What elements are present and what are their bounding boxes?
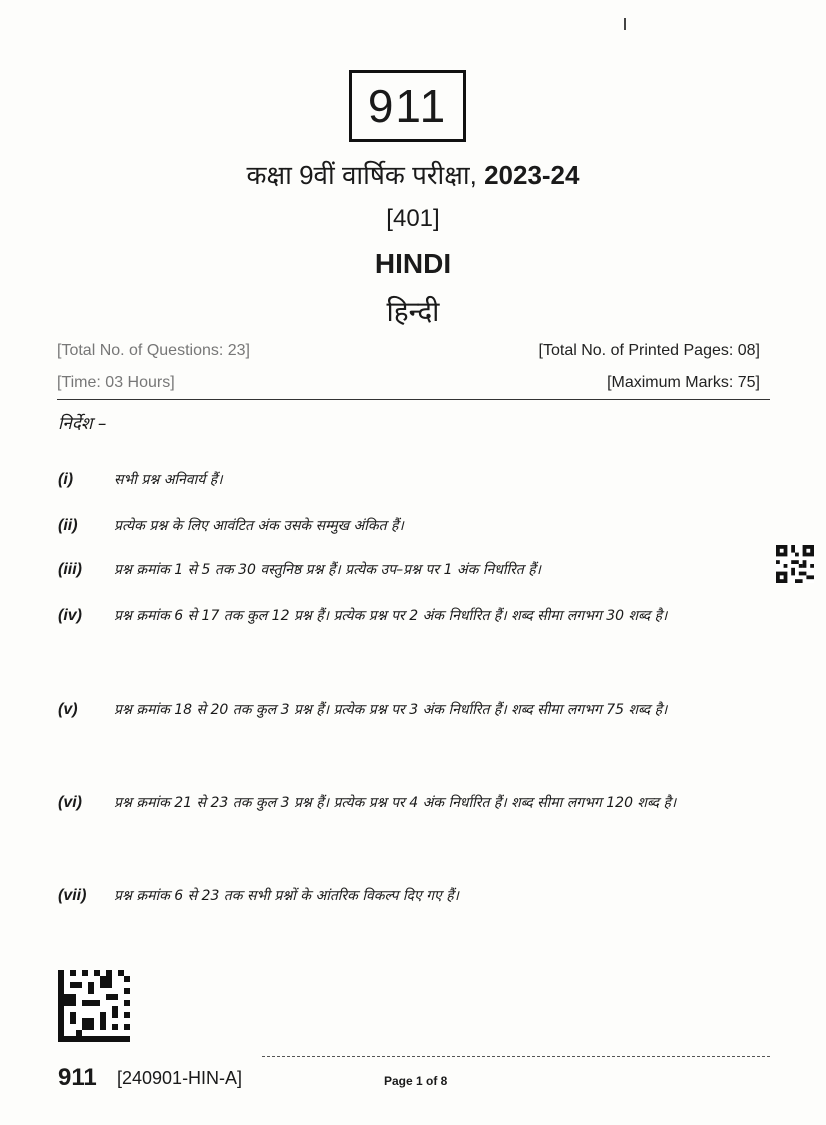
instruction-item bbox=[58, 781, 770, 825]
instruction-text: प्रश्न क्रमांक 1 से 5 तक 30 वस्तुनिष्ठ प्रश्न हैं। प्रत्येक उप–प्रश्न पर 1 अंक निर्धारित हैं। bbox=[114, 562, 541, 578]
exam-title bbox=[0, 156, 826, 192]
exam-time: [Time: 03 Hours] bbox=[57, 374, 175, 391]
total-questions: [Total No. of Questions: 23] bbox=[57, 342, 250, 359]
total-pages: [Total No. of Printed Pages: 08] bbox=[538, 342, 760, 359]
instruction-number: (ii) bbox=[58, 517, 78, 534]
datamatrix-code-icon bbox=[58, 970, 130, 1042]
instruction-text: प्रश्न क्रमांक 6 से 23 तक सभी प्रश्नों के आंतरिक विकल्प दिए गए हैं। bbox=[114, 888, 459, 904]
instruction-text: सभी प्रश्न अनिवार्य हैं। bbox=[114, 472, 223, 488]
instruction-text: प्रत्येक प्रश्न के लिए आवंटित अंक उसके सम्मुख अंकित हैं। bbox=[114, 518, 404, 534]
corner-mark bbox=[624, 18, 626, 30]
qr-code-icon bbox=[775, 545, 815, 583]
paper-code: 911 bbox=[367, 80, 448, 132]
page-number: Page 1 of 8 bbox=[384, 1074, 448, 1088]
subject-hindi: हिन्दी bbox=[386, 295, 440, 328]
paper-code-box bbox=[349, 70, 466, 142]
maximum-marks: [Maximum Marks: 75] bbox=[607, 374, 760, 391]
instruction-item bbox=[58, 458, 770, 502]
exam-year: 2023-24 bbox=[484, 160, 580, 190]
instruction-number: (iv) bbox=[58, 607, 82, 624]
subject-code: [401] bbox=[386, 205, 440, 232]
instructions-heading: निर्देश – bbox=[58, 414, 107, 434]
footer-divider bbox=[262, 1056, 770, 1057]
instruction-item bbox=[58, 504, 770, 548]
instruction-text: प्रश्न क्रमांक 21 से 23 तक कुल 3 प्रश्न हैं। प्रत्येक प्रश्न पर 4 अंक निर्धारित हैं। शब्द सीमा लगभग 120 शब्द है। bbox=[114, 795, 677, 811]
instruction-number: (vi) bbox=[58, 794, 82, 811]
exam-title-prefix: कक्षा 9वीं वार्षिक परीक्षा, bbox=[246, 160, 477, 190]
instruction-item bbox=[58, 874, 770, 918]
subject-english: HINDI bbox=[374, 248, 452, 279]
instruction-item bbox=[58, 548, 770, 592]
instruction-number: (v) bbox=[58, 701, 78, 718]
instruction-number: (i) bbox=[58, 471, 74, 488]
instruction-number: (iii) bbox=[58, 561, 82, 578]
footer-paper-code: 911 bbox=[58, 1064, 97, 1091]
instruction-text: प्रश्न क्रमांक 6 से 17 तक कुल 12 प्रश्न हैं। प्रत्येक प्रश्न पर 2 अंक निर्धारित हैं। शब्द सीमा लगभग 30 शब्द है। bbox=[114, 608, 668, 624]
header-divider bbox=[57, 399, 770, 400]
instruction-number: (vii) bbox=[58, 887, 87, 904]
footer-reference: [240901-HIN-A] bbox=[117, 1068, 243, 1088]
instruction-item bbox=[58, 594, 770, 638]
instruction-item bbox=[58, 688, 770, 732]
instruction-text: प्रश्न क्रमांक 18 से 20 तक कुल 3 प्रश्न हैं। प्रत्येक प्रश्न पर 3 अंक निर्धारित हैं। शब्द सीमा लगभग 75 शब्द है। bbox=[114, 702, 668, 718]
